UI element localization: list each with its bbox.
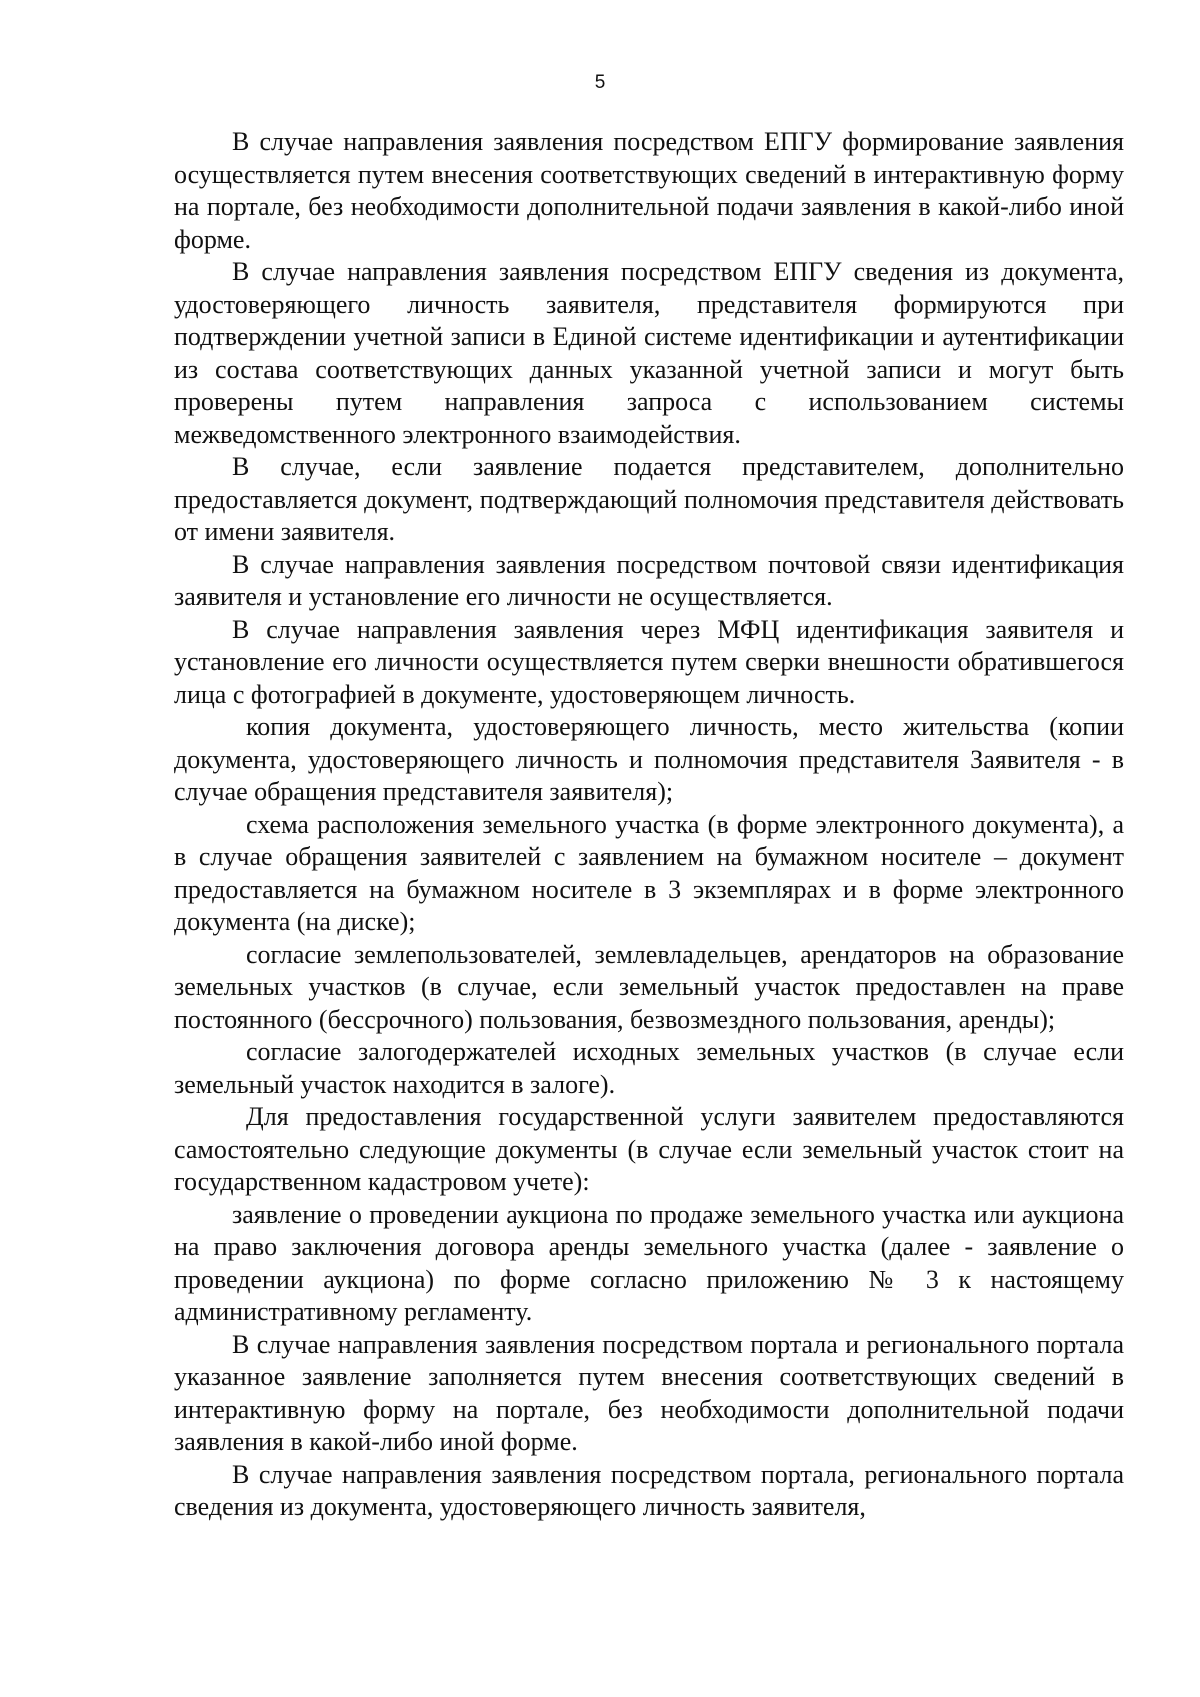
body-text [174, 126, 1124, 1524]
paragraph-postal: В случае направления заявления посредством почтовой связи идентификация заявителя и установление его личности не осуществляется. [174, 549, 1124, 611]
list-item-auction-application: заявление о проведении аукциона по продаже земельного участка или аукциона на право заключения договора аренды земельного участка (далее - заявление о проведении аукциона) по форме согласно приложению № 3 к настоящему административному регламенту. [174, 1199, 1124, 1326]
paragraph-epgu-identity: В случае направления заявления посредством ЕПГУ сведения из документа, удостоверяющего личность заявителя, представителя формируются при подтверждении учетной записи в Единой системе идентификации и аутентификации из состава соответствующих данных указанной учетной записи и могут быть проверены путем направления запроса с использованием системы межведомственного электронного взаимодействия. [174, 257, 1124, 449]
list-item-land-scheme: схема расположения земельного участка (в форме электронного документа), а в случае обращения заявителей с заявлением на бумажном носителе – документ предоставляется на бумажном носителе в 3 экземплярах и в форме электронного документа (на диске); [174, 809, 1124, 936]
paragraph-epgu-form: В случае направления заявления посредством ЕПГУ формирование заявления осуществляется путем внесения соответствующих сведений в интерактивную форму на портале, без необходимости дополнительной подачи заявления в какой-либо иной форме. [174, 127, 1124, 254]
list-item-land-users-consent: согласие землепользователей, землевладельцев, арендаторов на образование земельных участков (в случае, если земельный участок предоставлен на праве постоянного (бессрочного) пользования, безвозмездного пользования, аренды); [174, 939, 1124, 1034]
list-item-identity-copy: копия документа, удостоверяющего личность, место жительства (копии документа, удостоверяющего личность и полномочия представителя Заявителя - в случае обращения представителя заявителя); [174, 712, 1124, 806]
paragraph-mfc: В случае направления заявления через МФЦ идентификация заявителя и установление его личности осуществляется путем сверки внешности обратившегося лица с фотографией в документе, удостоверяющем личность. [174, 614, 1124, 709]
paragraph-portal-form: В случае направления заявления посредством портала и регионального портала указанное заявление заполняется путем внесения соответствующих сведений в интерактивную форму на портале, без необходимости дополнительной подачи заявления в какой-либо иной форме. [174, 1329, 1124, 1456]
paragraph-portal-identity: В случае направления заявления посредством портала, регионального портала сведения из документа, удостоверяющего личность заявителя, [174, 1459, 1124, 1521]
paragraph-representative: В случае, если заявление подается представителем, дополнительно предоставляется документ, подтверждающий полномочия представителя действовать от имени заявителя. [174, 452, 1124, 546]
paragraph-required-documents: Для предоставления государственной услуги заявителем предоставляются самостоятельно следующие документы (в случае если земельный участок стоит на государственном кадастровом учете): [174, 1102, 1124, 1196]
page-number: 5 [594, 72, 606, 93]
list-item-pledgeholders-consent: согласие залогодержателей исходных земельных участков (в случае если земельный участок находится в залоге). [174, 1037, 1124, 1099]
